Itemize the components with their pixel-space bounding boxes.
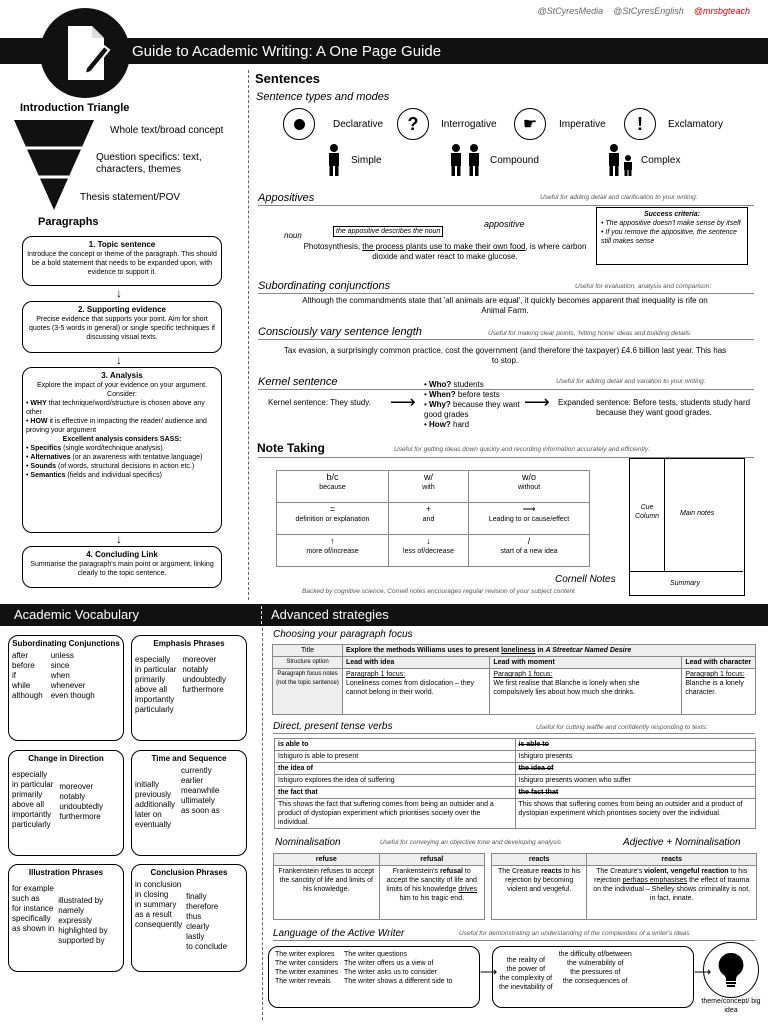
parent-child-icon: [606, 144, 636, 176]
focus-title: Choosing your paragraph focus: [273, 629, 413, 640]
mode-imperative: Imperative: [559, 119, 606, 130]
cornell-note: Backed by cognitive science, Cornell notes encourages regular revision of your subject content: [302, 588, 575, 595]
abbrev-cell: w/o without: [469, 471, 590, 503]
focus-table: [272, 644, 756, 715]
document-pen-icon: [40, 8, 130, 98]
intro-level-2: Question specifics: text, characters, themes: [96, 152, 202, 175]
cornell-template: [629, 458, 745, 596]
focus-cell: Paragraph 1 focus: Loneliness comes from dislocation – they cannot belong in their world.: [343, 669, 490, 715]
type-complex: Complex: [641, 155, 681, 166]
vocab-emph-box: Emphasis Phrases especially in particular primarily above all importantly particularly moreover notably undoubtedly furthermore: [131, 635, 247, 741]
cue-column: Cue Column: [634, 504, 660, 520]
declarative-icon: [283, 108, 315, 140]
vocab-col: illustrated by namely expressly highlighted by supported by: [58, 896, 108, 945]
notes-title: Note Taking: [257, 441, 325, 455]
vocab-col: especially in particular primarily above all importantly particularly: [135, 655, 177, 714]
handle-teacher: @mrsbgteach: [693, 6, 750, 16]
vocab-col: finally therefore thus clearly lastly to conclude: [186, 892, 228, 951]
mode-declarative: Declarative: [333, 119, 384, 130]
subord-title: Subordinating conjunctions: [258, 280, 754, 294]
sass-sounds: • Sounds (of words, structural decisions in action etc.): [26, 463, 195, 470]
down-arrow: ↓: [116, 532, 122, 546]
link-box: [22, 546, 222, 588]
adv-title: Advanced strategies: [271, 607, 389, 622]
abbrev-cell: b/c because: [277, 471, 389, 503]
nom-note: Useful for conveying an objective tone and developing analysis: [380, 839, 562, 846]
arrow-right-icon: ⟶: [694, 965, 712, 979]
focus-header: Lead with character: [682, 657, 756, 669]
vocab-col: moreover notably undoubtedly furthermore: [59, 782, 103, 821]
focus-header: Lead with moment: [490, 657, 682, 669]
pointing-hand-icon: ☛: [514, 108, 546, 140]
arrow-right-icon: ⟶: [480, 965, 498, 979]
vocab-col: for example such as for instance specifically as shown in: [12, 884, 55, 933]
link-title: 4. Concluding Link: [86, 550, 158, 559]
summary: Summary: [670, 580, 700, 587]
two-people-icon: [448, 144, 482, 176]
vocab-time-box: Time and Sequence initially previously additionally later on eventually currently earlier meanwhile ultimately as soon as: [131, 750, 247, 856]
adj-nom-title: Adjective + Nominalisation: [623, 837, 741, 848]
kernel-title: Kernel sentence: [258, 376, 754, 390]
focus-title-label: Title: [273, 645, 343, 657]
vocab-subord-box: Subordinating Conjunctions after before if while although unless since when whenever even though: [8, 635, 124, 741]
kernel-right: Expanded sentence: Before tests, students study hard because they want good grades.: [557, 398, 751, 417]
abbrev-cell: ↓ less of/decrease: [388, 535, 468, 567]
kernel-q: • Why? because they want good grades: [424, 400, 520, 419]
sass-specifics: • Specifics (single word/technique analysis): [26, 445, 163, 452]
analysis-sass: Excellent analysis considers SASS:: [62, 436, 182, 443]
criteria-item: • The appositive doesn't make sense by itself: [601, 220, 741, 227]
exclamation-icon: !: [624, 108, 656, 140]
active-title: Language of the Active Writer: [273, 928, 755, 941]
cornell-label: Cornell Notes: [555, 574, 616, 585]
appositive-label: appositive: [484, 219, 525, 229]
topic-title: 1. Topic sentence: [88, 240, 156, 249]
nom-title: Nominalisation: [275, 837, 341, 848]
abbrev-cell: = definition or explanation: [277, 503, 389, 535]
intro-level-1: Whole text/broad concept: [110, 125, 224, 136]
type-compound: Compound: [490, 155, 539, 166]
sentences-title: Sentences: [255, 71, 321, 86]
analysis-box: [22, 367, 222, 533]
interrogative-icon: ?: [397, 108, 429, 140]
handle-media: @StCyresMedia: [537, 6, 604, 16]
mode-interrogative: Interrogative: [441, 119, 497, 130]
down-arrow: ↓: [116, 353, 122, 367]
main-notes: Main notes: [680, 510, 715, 517]
analysis-intro: Explore the impact of your evidence on your argument. Consider:: [36, 382, 208, 398]
focus-side-label: Paragraph focus notes (not the topic sentence): [273, 669, 343, 715]
topic-text: Introduce the concept or theme of the paragraph. This should be a bold statement that needs to be expanded upon, with evidence to support it.: [27, 251, 217, 276]
active-note: Useful for demonstrating an understanding of the complexities of a writer's ideas: [459, 930, 690, 937]
type-simple: Simple: [351, 155, 382, 166]
intro-title: Introduction Triangle: [20, 102, 130, 114]
kernel-questions: [424, 380, 524, 430]
active-box-1: The writer explores The writer considers The writer examines The writer reveals The writer questions The writer offers us a view of The writer asks us to consider The writer shows a different side to: [268, 946, 480, 1008]
kernel-q: • When? before tests: [424, 390, 500, 399]
appositive-example: Photosynthesis, the process plants use to make their own food, is where carbon dioxide and water react to make glucose.: [303, 242, 587, 261]
kernel-note: Useful for adding detail and variation to your writing:: [556, 378, 706, 385]
vocab-col: moreover notably undoubtedly furthermore: [182, 655, 226, 694]
vocab-concl-box: Conclusion Phrases in conclusion in closing in summary as a result consequently finally therefore thus clearly lastly to conclude: [131, 864, 247, 972]
appositive-label-box: the appositive describes the noun: [333, 226, 443, 237]
mode-exclamatory: Exclamatory: [668, 119, 724, 130]
handle-english: @StCyresEnglish: [613, 6, 684, 16]
analysis-how: • HOW it is effective in impacting the reader/ audience and proving your argument: [26, 418, 207, 434]
person-icon: [326, 144, 342, 176]
link-text: Summarise the paragraph's main point or argument, linking clearly to the topic sentence.: [30, 561, 214, 577]
noun-label: noun: [284, 231, 302, 240]
analysis-title: 3. Analysis: [101, 371, 143, 380]
vary-example: Tax evasion, a surprisingly common practice, cost the government (and therefore the taxpayer) £4.6 billion last year. This has to stop.: [283, 346, 727, 365]
down-arrow: ↓: [116, 286, 122, 300]
focus-cell: Paragraph 1 focus: Blanche is a lonely character.: [682, 669, 756, 715]
vocab-col: initially previously additionally later on eventually: [135, 780, 176, 829]
lightbulb-icon: [703, 942, 759, 998]
kernel-q: • How? hard: [424, 420, 470, 429]
evidence-text: Precise evidence that supports your point. Aim for short quotes (3-5 words in general) or single specific techniques if discussing visual texts.: [29, 316, 215, 341]
vocab-col: in conclusion in closing in summary as a result consequently: [135, 880, 183, 929]
focus-question: Explore the methods Williams uses to present loneliness in A Streetcar Named Desire: [343, 645, 756, 657]
focus-header: Lead with idea: [343, 657, 490, 669]
subord-example: Although the commandments state that 'all animals are equal', it quickly becomes apparent that inequality is rife on Animal Farm.: [302, 296, 708, 315]
arrow-right-icon: ⟶: [524, 392, 550, 412]
focus-cell: Paragraph 1 focus: We first realise that Blanche is lonely when she compulsively lies about how much she drinks.: [490, 669, 682, 715]
nom-table-right: reacts reacts The Creature reacts to his rejection by becoming violent and vengeful. The Creature's violent, vengeful reaction to his rejection perhaps emphasises the effect of trauma on the individual – Shelley shows criminality is not, in fact, innate.: [491, 853, 757, 920]
abbrev-cell: ⟶ Leading to or cause/effect: [469, 503, 590, 535]
vary-note: Useful for making clear points, 'hitting home' ideas and building details:: [488, 330, 692, 337]
column-divider: [262, 628, 263, 1020]
appositives-note: Useful for adding detail and clarification to your writing:: [540, 194, 698, 201]
handles: [537, 6, 750, 16]
subord-note: Useful for evaluation, analysis and comparison:: [575, 283, 712, 290]
evidence-box: [22, 301, 222, 353]
vocab-title: Academic Vocabulary: [14, 607, 140, 622]
abbrev-cell: w/ with: [388, 471, 468, 503]
sass-alternatives: • Alternatives (or an awareness with tentative language): [26, 454, 203, 461]
arrow-right-icon: ⟶: [390, 392, 416, 412]
evidence-title: 2. Supporting evidence: [77, 305, 166, 314]
column-divider: [248, 70, 249, 600]
abbrev-cell: ↑ more of/increase: [277, 535, 389, 567]
vocab-change-box: Change in Direction especially in particular primarily above all importantly particularly moreover notably undoubtedly furthermore: [8, 750, 124, 856]
big-idea-label: theme/concept/ big idea: [701, 998, 761, 1014]
nom-table-left: refuse refusal Frankenstein refuses to accept the sanctity of life and limits of his knowledge. Frankenstein's refusal to accept the sanctity of life and limits of his knowledge drives him to his tragic end.: [273, 853, 485, 920]
logo-circle: [40, 8, 130, 98]
direct-table: is able to is able to Ishiguro is able to present Ishiguro presents the idea of the idea of Ishiguro explores the idea of suffering Ishiguro presents women who suffer the fact that the fact that This shows the fact that suffering comes from being an outsider and a product of dystopian experiment which prioritises society over the individual. This shows that suffering comes from being an outsider and a product of dystopian experiment which prioritises society over the individual.: [274, 738, 756, 829]
criteria-item: • If you remove the appositive, the sentence still makes sense: [601, 229, 737, 245]
paragraphs-title: Paragraphs: [38, 216, 99, 228]
direct-note: Useful for cutting waffle and confidently responding to texts:: [536, 724, 708, 731]
nom-cell: The Creature's violent, vengeful reaction to his rejection perhaps emphasises the effect of trauma on the individual – Shelley shows criminality is not, in fact, innate.: [587, 866, 757, 920]
abbrev-cell: / start of a new idea: [469, 535, 590, 567]
vary-title: Consciously vary sentence length: [258, 326, 754, 340]
active-box-2: the reality of the power of the complexity of the inevitability of the difficulty of/between the vulnerability of the pressures of the consequences of: [492, 946, 694, 1008]
sentences-sub: Sentence types and modes: [256, 91, 390, 103]
vocab-illus-box: Illustration Phrases for example such as for instance specifically as shown in illustrated by namely expressly highlighted by supported by: [8, 864, 124, 972]
topic-sentence-box: [22, 236, 222, 286]
nom-cell: Frankenstein's refusal to accept the sanctity of life and limits of his knowledge drives him to his tragic end.: [379, 866, 485, 920]
direct-title: Direct, present tense verbs: [273, 721, 755, 734]
intro-level-3: Thesis statement/POV: [80, 192, 181, 203]
kernel-q: • Who? students: [424, 380, 484, 389]
vocab-col: unless since when whenever even though: [50, 651, 95, 700]
nom-cell: The Creature reacts to his rejection by becoming violent and vengeful.: [492, 866, 587, 920]
analysis-why: • WHY that technique/word/structure is chosen above any other: [26, 400, 205, 416]
abbrev-cell: + and: [388, 503, 468, 535]
kernel-left: Kernel sentence: They study.: [268, 398, 371, 407]
abbrev-table: [276, 470, 590, 567]
vocab-col: after before if while although: [12, 651, 43, 700]
page-title: Guide to Academic Writing: A One Page Guide: [132, 43, 442, 60]
sass-semantics: • Semantics (fields and individual specifics): [26, 472, 162, 479]
vocab-col: especially in particular primarily above all importantly particularly: [12, 770, 54, 829]
appositives-title: Appositives: [258, 192, 754, 206]
notes-note: Useful for getting ideas down quickly and recording information accurately and efficiently:: [394, 446, 650, 453]
vocab-col: currently earlier meanwhile ultimately as soon as: [181, 766, 220, 815]
success-criteria: Success criteria: • The appositive doesn't make sense by itself • If you remove the appositive, the sentence still makes sense: [596, 207, 748, 265]
structure-label: Structure option: [273, 657, 343, 669]
bar-divider: [261, 606, 262, 624]
